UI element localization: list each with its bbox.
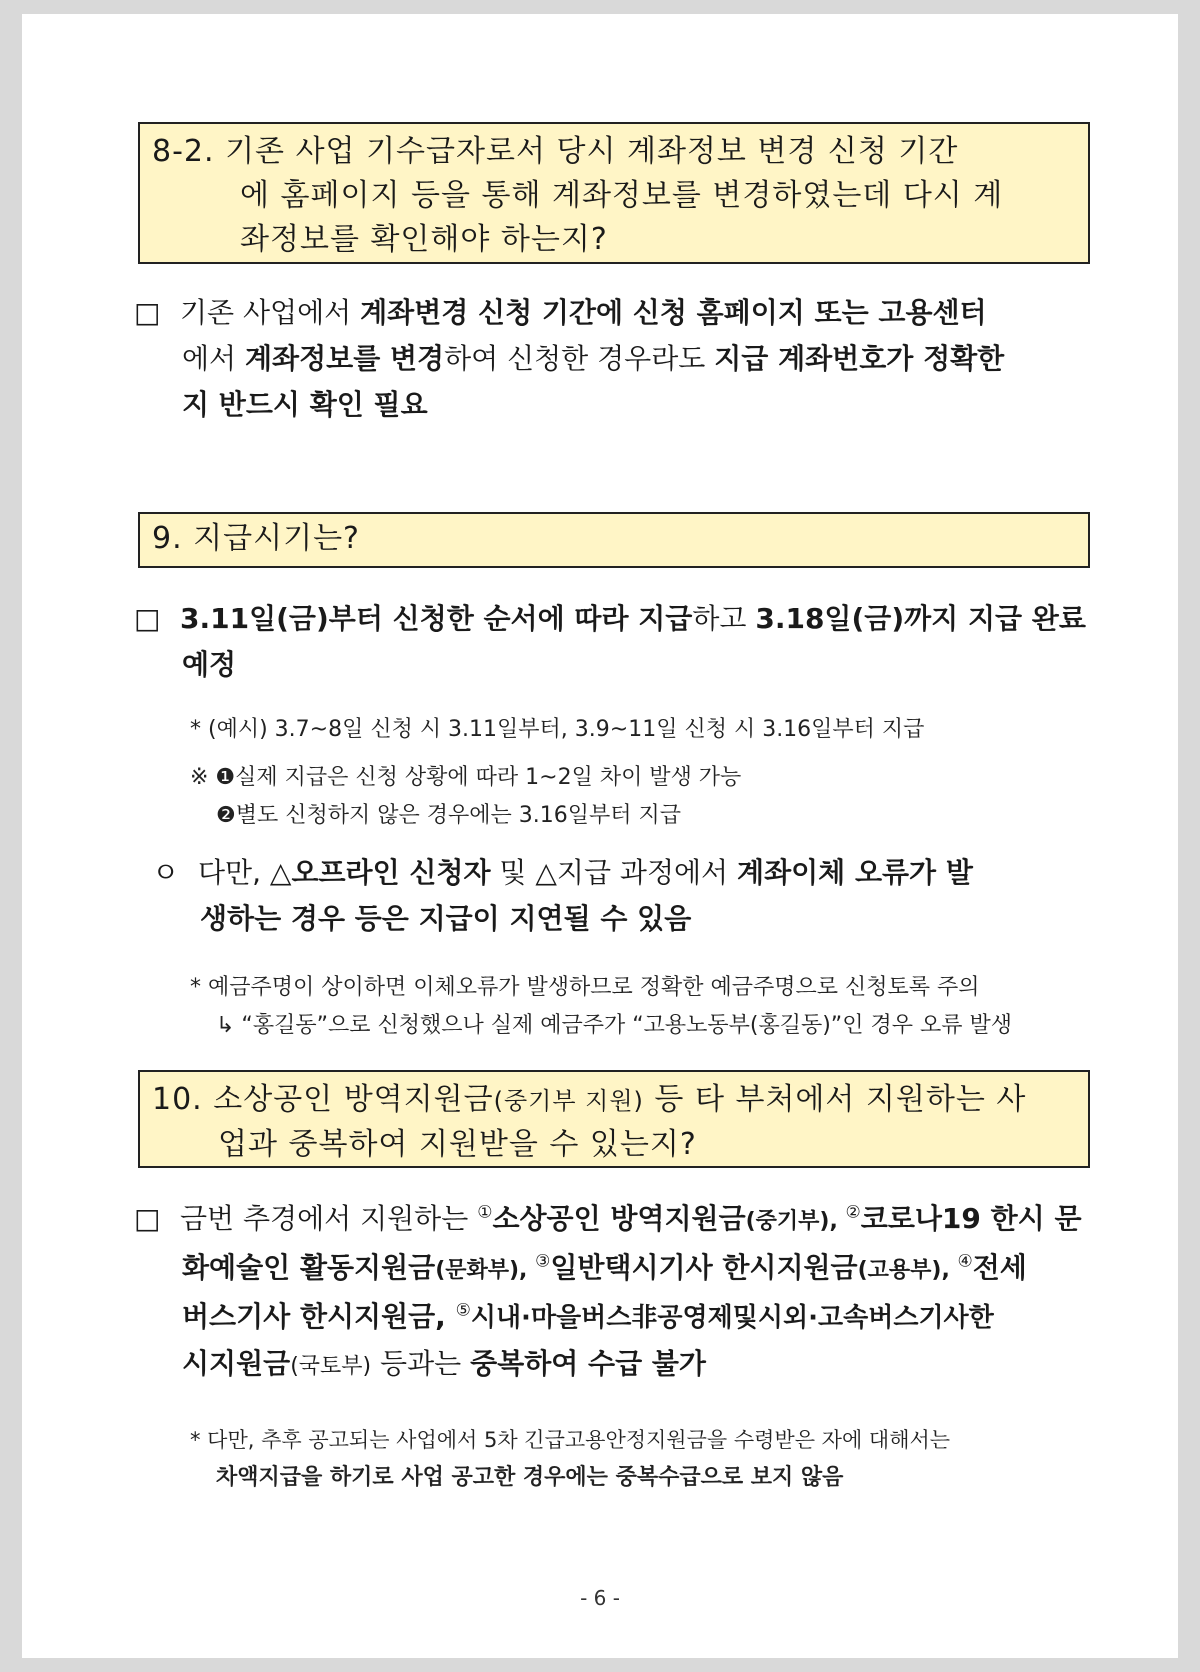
answer-9-sub xyxy=(152,850,1102,942)
answer-bold-text: 계좌변경 신청 기간에 신청 홈페이지 또는 고용센터 xyxy=(360,296,987,329)
circled-number: ④ xyxy=(957,1251,973,1272)
answer-text: 등과는 xyxy=(371,1347,471,1380)
answer-small-text: (문화부), xyxy=(435,1258,536,1283)
answer-bold-text: 시지원금 xyxy=(182,1347,291,1380)
question-small-text: (중기부 지원) xyxy=(493,1087,644,1115)
answer-bold-text: 계좌정보를 변경 xyxy=(245,342,445,375)
answer-8-2 xyxy=(134,290,1094,428)
question-text: 10. 소상공인 방역지원금 xyxy=(152,1082,494,1117)
answer-bold-text: 전세 xyxy=(972,1251,1027,1284)
question-8-2-line2: 에 홈페이지 등을 통해 계좌정보를 변경하였는데 다시 계 xyxy=(240,178,1004,213)
note-account-holder-example: ↳ “홍길동”으로 신청했으나 실제 예금주가 “고용노동부(홍길동)”인 경우 오류 발생 xyxy=(216,1013,1012,1038)
answer-bold-text: 코로나19 한시 문 xyxy=(860,1202,1082,1235)
note-reference-2: ❷별도 신청하지 않은 경우에는 3.16일부터 지급 xyxy=(216,803,681,828)
answer-bold-text: 오프라인 신청자 xyxy=(291,856,491,889)
answer-bold-text: 소상공인 방역지원금 xyxy=(492,1202,746,1235)
answer-bold-text: 화예술인 활동지원금 xyxy=(182,1251,436,1284)
note-differential-payment-2: 차액지급을 하기로 사업 공고한 경우에는 중복수급으로 보지 않음 xyxy=(216,1465,844,1490)
answer-bold-text: 일반택시기사 한시지원금 xyxy=(550,1251,858,1284)
answer-text: 및 △지급 과정에서 xyxy=(490,856,738,889)
answer-small-text: (고용부), xyxy=(857,1258,958,1283)
question-8-2-line3: 좌정보를 확인해야 하는지? xyxy=(240,222,608,257)
answer-bold-text: 생하는 경우 등은 지급이 지연될 수 있음 xyxy=(200,902,692,935)
circled-number: ③ xyxy=(535,1251,551,1272)
answer-text: 금번 추경에서 지원하는 xyxy=(180,1202,478,1235)
answer-bold-text: 중복하여 수급 불가 xyxy=(470,1347,706,1380)
answer-bold-text: 버스기사 한시지원금, xyxy=(182,1300,456,1333)
answer-bold-text: 지 반드시 확인 필요 xyxy=(182,388,428,421)
question-10-line2: 업과 중복하여 지원받을 수 있는지? xyxy=(218,1127,697,1162)
circle-bullet-icon: ㅇ xyxy=(152,856,180,889)
answer-small-text: (중기부), xyxy=(745,1209,846,1234)
document-page xyxy=(22,14,1178,1658)
question-10-line1 xyxy=(152,1078,1076,1123)
question-box-9 xyxy=(138,512,1090,568)
answer-10 xyxy=(134,1196,1094,1390)
checkbox-bullet-icon: □ xyxy=(134,1202,161,1235)
question-8-2-line1: 8-2. 기존 사업 기수급자로서 당시 계좌정보 변경 신청 기간 xyxy=(152,134,959,169)
answer-text: 다만, △ xyxy=(198,856,292,889)
note-account-holder: * 예금주명이 상이하면 이체오류가 발생하므로 정확한 예금주명으로 신청토록 주의 xyxy=(190,975,980,1000)
note-reference-1: ※ ❶실제 지급은 신청 상황에 따라 1~2일 차이 발생 가능 xyxy=(190,765,742,790)
answer-text: 기존 사업에서 xyxy=(180,296,361,329)
answer-text: 하여 신청한 경우라도 xyxy=(444,342,715,375)
question-9-line1: 9. 지급시기는? xyxy=(152,521,360,556)
note-example: * (예시) 3.7~8일 신청 시 3.11일부터, 3.9~11일 신청 시 3.16일부터 지급 xyxy=(190,717,925,742)
answer-9 xyxy=(134,596,1094,688)
note-differential-payment-1: * 다만, 추후 공고되는 사업에서 5차 긴급고용안정지원금을 수령받은 자에 대해서는 xyxy=(190,1428,951,1452)
circled-number: ② xyxy=(845,1202,861,1223)
answer-bold-text: 3.18일(금)까지 지급 완료 xyxy=(755,602,1086,635)
answer-text: 하고 xyxy=(692,602,756,635)
answer-bold-text: 3.11일(금)부터 신청한 순서에 따라 지급 xyxy=(180,602,693,635)
question-text: 등 타 부처에서 지원하는 사 xyxy=(643,1082,1027,1117)
answer-text: 에서 xyxy=(182,342,245,375)
checkbox-bullet-icon: □ xyxy=(134,296,161,329)
checkbox-bullet-icon: □ xyxy=(134,602,161,635)
question-box-10 xyxy=(138,1070,1090,1168)
answer-small-text: (국토부) xyxy=(290,1354,372,1379)
circled-number: ⑤ xyxy=(455,1300,471,1321)
answer-bold-text: 지급 계좌번호가 정확한 xyxy=(714,342,1005,375)
answer-bold-text: 예정 xyxy=(182,648,237,681)
question-box-8-2 xyxy=(138,122,1090,264)
answer-bold-text: 계좌이체 오류가 발 xyxy=(737,856,973,889)
answer-bold-text: 시내·마을버스非공영제및시외·고속버스기사한 xyxy=(470,1303,994,1333)
circled-number: ① xyxy=(477,1202,493,1223)
page-number: - 6 - xyxy=(580,1586,620,1610)
